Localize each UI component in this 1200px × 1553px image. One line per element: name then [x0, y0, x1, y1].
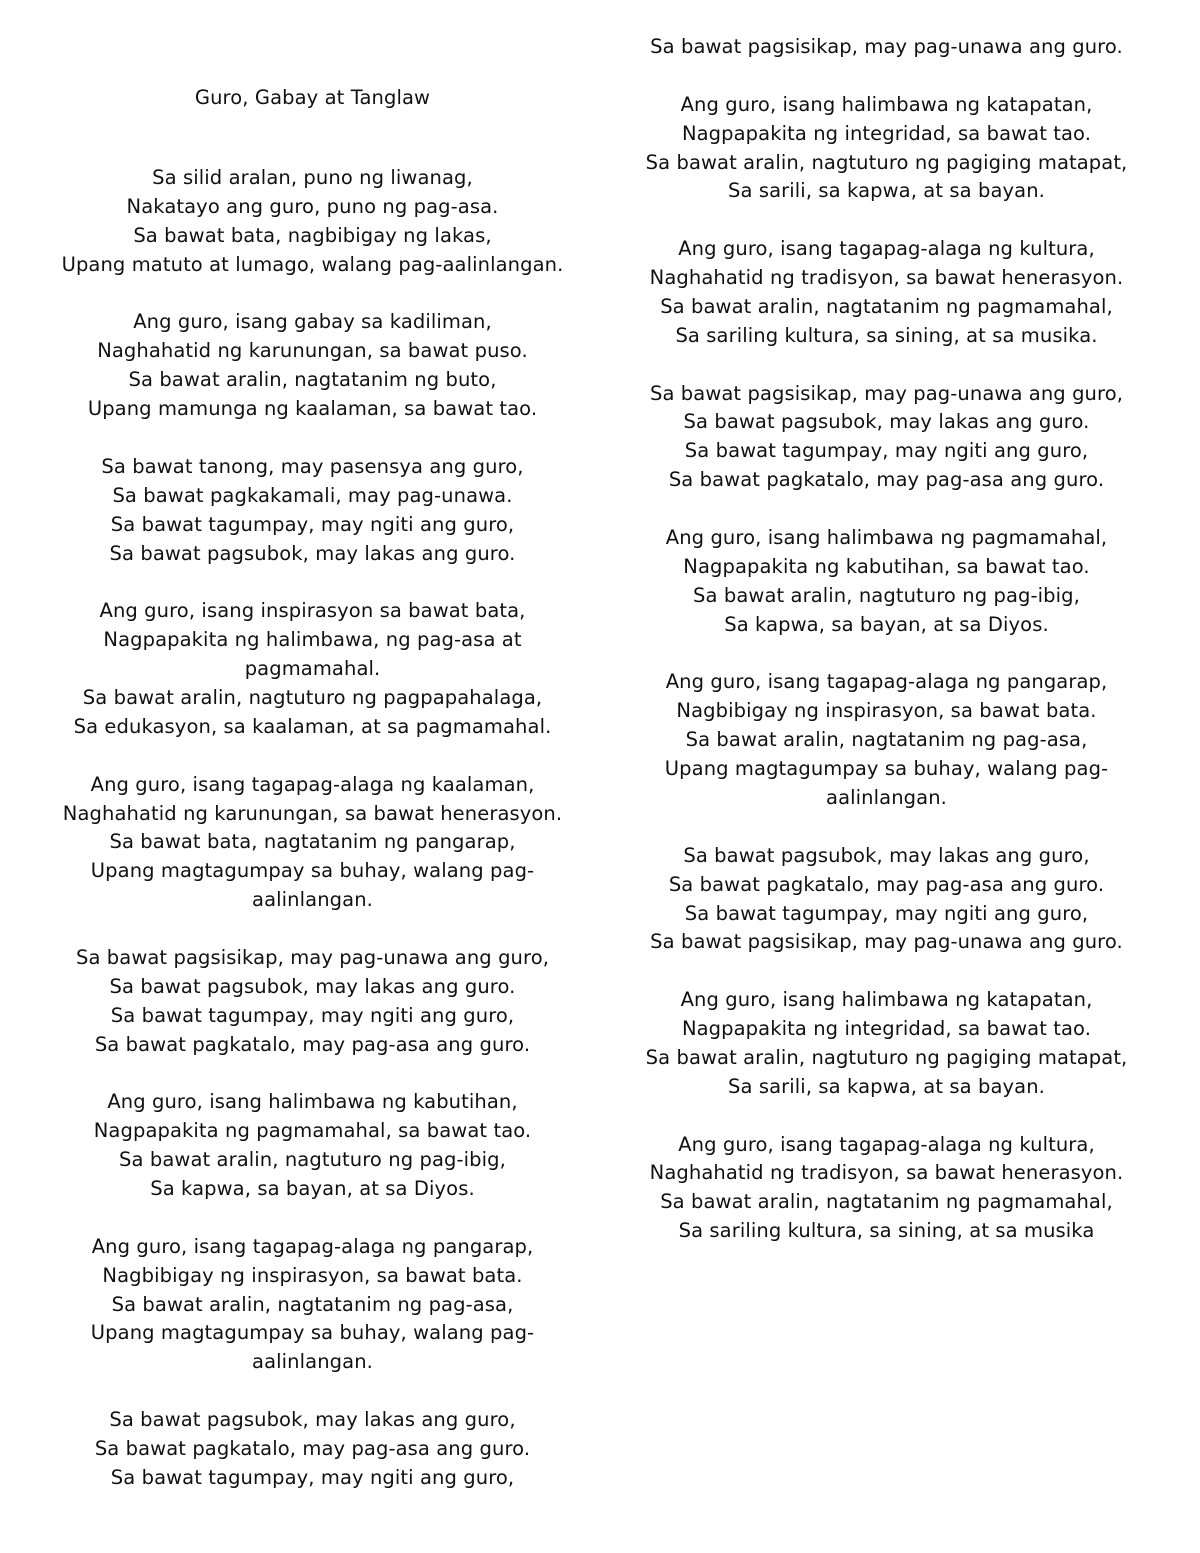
stanza: [603, 235, 1170, 351]
stanza: [20, 164, 605, 280]
poem-line: Ang guro, isang gabay sa kadiliman,: [133, 310, 492, 334]
poem-line: Sa bawat pagsubok, may lakas ang guro.: [683, 410, 1090, 434]
poem-line: Nagbibigay ng inspirasyon, sa bawat bata.: [102, 1263, 523, 1287]
poem-line: Sa bawat tagumpay, may ngiti ang guro,: [110, 1465, 515, 1489]
poem-line: Nagpapakita ng integridad, sa bawat tao.: [681, 121, 1092, 145]
poem-line: Sa bawat aralin, nagtatanim ng pagmamahal,: [660, 1190, 1113, 1214]
stanza: [603, 842, 1170, 958]
stanza: [603, 524, 1170, 640]
poem-line: Ang guro, isang halimbawa ng katapatan,: [680, 988, 1093, 1012]
poem-line: Nagpapakita ng pagmamahal, sa bawat tao.: [93, 1119, 532, 1143]
poem-line: Nagpapakita ng integridad, sa bawat tao.: [681, 1017, 1092, 1041]
poem-line: Sa bawat pagkatalo, may pag-asa ang guro.: [668, 468, 1105, 492]
poem-line: Ang guro, isang inspirasyon sa bawat bata,: [99, 599, 526, 623]
poem-line: Sa bawat aralin, nagtatanim ng pag-asa,: [685, 728, 1088, 752]
poem-line: Ang guro, isang tagapag-alaga ng kultura,: [678, 1132, 1095, 1156]
poem-line: Sa sarili, sa kapwa, at sa bayan.: [728, 179, 1045, 203]
poem-line: Sa bawat aralin, nagtatanim ng buto,: [128, 368, 497, 392]
poem-line: Nagpapakita ng kabutihan, sa bawat tao.: [683, 554, 1090, 578]
poem-line: Sa sariling kultura, sa sining, at sa musika.: [675, 323, 1098, 347]
poem-line: Sa bawat aralin, nagtuturo ng pagiging matapat,: [645, 150, 1128, 174]
poem-line: pagmamahal.: [244, 657, 381, 681]
poem-line: aalinlangan.: [252, 888, 373, 912]
poem-line: Nagpapakita ng halimbawa, ng pag-asa at: [103, 628, 522, 652]
poem-line: Sa bawat pagsubok, may lakas ang guro,: [109, 1408, 516, 1432]
poem-line: Sa bawat aralin, nagtuturo ng pagpapahalaga,: [82, 685, 543, 709]
poem-line: Sa bawat aralin, nagtuturo ng pag-ibig,: [119, 1148, 506, 1172]
poem-line: Sa edukasyon, sa kaalaman, at sa pagmamahal.: [73, 714, 552, 738]
poem-line: Sa bawat tanong, may pasensya ang guro,: [101, 454, 524, 478]
stanza: [603, 668, 1170, 813]
poem-line: Sa bawat aralin, nagtatanim ng pag-asa,: [111, 1292, 514, 1316]
poem-line: Sa bawat pagsisikap, may pag-unawa ang guro.: [650, 35, 1123, 58]
poem-line: Sa bawat pagsisikap, may pag-unawa ang guro,: [75, 945, 550, 969]
poem-line: Sa bawat tagumpay, may ngiti ang guro,: [110, 512, 515, 536]
stanza: [20, 597, 605, 742]
poem-line: Ang guro, isang halimbawa ng katapatan,: [680, 92, 1093, 116]
poem-line: Sa bawat pagsubok, may lakas ang guro,: [683, 843, 1090, 867]
poem-line: Sa bawat pagkatalo, may pag-asa ang guro.: [94, 1437, 531, 1460]
poem-line: Sa bawat tagumpay, may ngiti ang guro,: [684, 439, 1089, 463]
poem-line: Naghahatid ng karunungan, sa bawat puso.: [97, 339, 528, 363]
poem-line: Ang guro, isang tagapag-alaga ng kultura,: [678, 237, 1095, 261]
poem-line: Nagbibigay ng inspirasyon, sa bawat bata.: [676, 699, 1097, 723]
poem-line: Sa bawat pagkakamali, may pag-unawa.: [112, 483, 513, 507]
poem-line: Upang magtagumpay sa buhay, walang pag-: [90, 859, 535, 883]
stanza: [20, 944, 605, 1060]
poem-line: Upang mamunga ng kaalaman, sa bawat tao.: [87, 397, 538, 421]
stanza: [603, 1131, 1170, 1247]
stanza-continuation: [603, 33, 1170, 62]
poem-line: Sa bawat tagumpay, may ngiti ang guro,: [110, 1003, 515, 1027]
stanza: [603, 986, 1170, 1102]
poem-line: Ang guro, isang tagapag-alaga ng pangarap,: [91, 1234, 534, 1258]
poem-line: Sa bawat pagsisikap, may pag-unawa ang guro.: [650, 930, 1123, 954]
poem-line: Naghahatid ng tradisyon, sa bawat henerasyon.: [649, 266, 1124, 290]
poem-line: Upang matuto at lumago, walang pag-aalinlangan.: [61, 252, 564, 276]
poem-line: aalinlangan.: [826, 786, 947, 810]
poem-line: Sa bawat pagsubok, may lakas ang guro.: [109, 974, 516, 998]
poem-line: Nakatayo ang guro, puno ng pag-asa.: [126, 194, 499, 218]
stanza: [20, 308, 605, 424]
poem-line: Sa kapwa, sa bayan, at sa Diyos.: [724, 612, 1049, 636]
poem-line: Ang guro, isang halimbawa ng pagmamahal,: [665, 525, 1108, 549]
poem-line: Sa bawat pagsisikap, may pag-unawa ang guro,: [649, 381, 1124, 405]
stanza: [20, 1088, 605, 1204]
left-column: [20, 0, 605, 1522]
poem-line: Sa bawat aralin, nagtuturo ng pag-ibig,: [693, 583, 1080, 607]
poem-line: Sa bawat aralin, nagtuturo ng pagiging matapat,: [645, 1045, 1128, 1069]
stanza: [603, 91, 1170, 207]
poem-line: Sa bawat pagkatalo, may pag-asa ang guro.: [668, 872, 1105, 896]
poem-line: Ang guro, isang halimbawa ng kabutihan,: [107, 1090, 518, 1114]
poem-line: Sa bawat bata, nagbibigay ng lakas,: [133, 223, 492, 247]
poem-line: Ang guro, isang tagapag-alaga ng kaalaman,: [90, 772, 535, 796]
poem-line: aalinlangan.: [252, 1350, 373, 1374]
poem-line: Sa bawat aralin, nagtatanim ng pagmamahal,: [660, 294, 1113, 318]
poem-line: Naghahatid ng tradisyon, sa bawat henerasyon.: [649, 1161, 1124, 1185]
right-stanza-list: [603, 91, 1170, 1246]
stanza: [20, 453, 605, 569]
stanza: [20, 1406, 605, 1493]
poem-line: Naghahatid ng karunungan, sa bawat henerasyon.: [62, 801, 563, 825]
poem-line: Upang magtagumpay sa buhay, walang pag-: [90, 1321, 535, 1345]
poem-line: Sa kapwa, sa bayan, at sa Diyos.: [150, 1177, 475, 1201]
stanza: [603, 380, 1170, 496]
stanza: [20, 771, 605, 916]
poem-line: Sa sariling kultura, sa sining, at sa musika: [678, 1219, 1095, 1243]
right-column: [603, 0, 1170, 1275]
poem-line: Sa bawat pagsubok, may lakas ang guro.: [109, 541, 516, 565]
poem-line: Sa bawat pagkatalo, may pag-asa ang guro.: [94, 1032, 531, 1056]
poem-line: Ang guro, isang tagapag-alaga ng pangarap,: [665, 670, 1108, 694]
poem-title: Guro, Gabay at Tanglaw: [194, 86, 431, 109]
stanza: [20, 1233, 605, 1378]
poem-line: Upang magtagumpay sa buhay, walang pag-: [664, 757, 1109, 781]
poem-line: Sa bawat tagumpay, may ngiti ang guro,: [684, 901, 1089, 925]
poem-line: Sa silid aralan, puno ng liwanag,: [152, 166, 473, 189]
poem-line: Sa bawat bata, nagtatanim ng pangarap,: [109, 830, 516, 854]
left-stanza-list: [20, 164, 605, 1493]
poem-line: Sa sarili, sa kapwa, at sa bayan.: [728, 1074, 1045, 1098]
